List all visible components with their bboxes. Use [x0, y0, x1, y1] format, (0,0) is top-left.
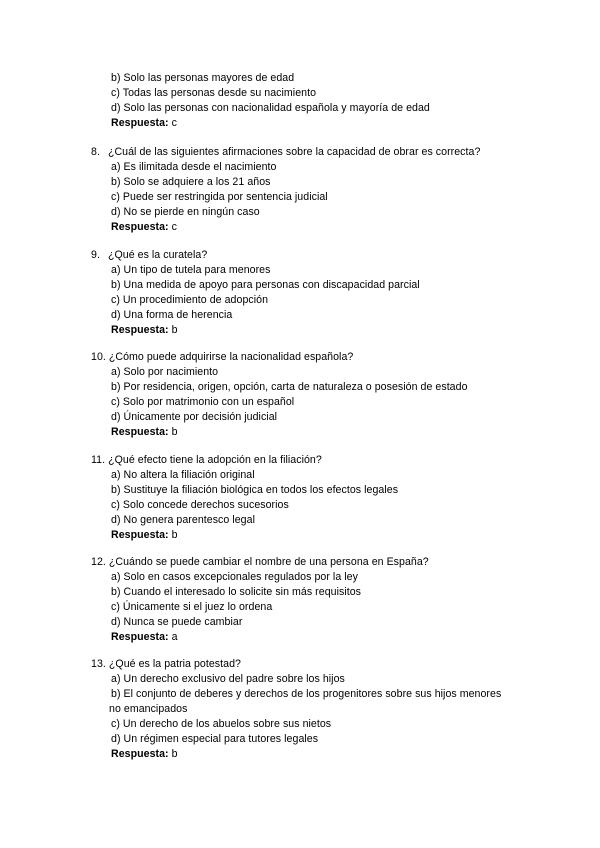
question-text: ¿Qué es la patria potestad?: [108, 658, 241, 670]
option-d: d) Nunca se puede cambiar: [111, 616, 243, 628]
option-b: b) Solo se adquiere a los 21 años: [111, 176, 271, 188]
question-number: 8.: [91, 146, 100, 158]
option-b-continuation: no emancipados: [109, 703, 188, 715]
option-c: c) Únicamente si el juez lo ordena: [111, 601, 273, 613]
question-text: ¿Cuándo se puede cambiar el nombre de una persona en España?: [108, 556, 429, 568]
answer-label: Respuesta:: [111, 426, 169, 438]
question-text: ¿Cuál de las siguientes afirmaciones sobre la capacidad de obrar es correcta?: [107, 146, 481, 158]
question-number: 9.: [91, 249, 100, 261]
option-b: b) Por residencia, origen, opción, carta de naturaleza o posesión de estado: [111, 381, 468, 393]
question-heading: [91, 555, 429, 570]
option-c: c) Todas las personas desde su nacimiento: [111, 87, 317, 99]
answer-line: [111, 425, 178, 440]
option-b: b) Sustituye la filiación biológica en todos los efectos legales: [111, 484, 399, 496]
option-d: d) Únicamente por decisión judicial: [111, 411, 278, 423]
question-text: ¿Qué es la curatela?: [107, 249, 208, 261]
answer-value: c: [171, 117, 177, 129]
answer-label: Respuesta:: [111, 117, 169, 129]
answer-value: b: [171, 324, 178, 336]
option-a: a) Solo por nacimiento: [111, 366, 219, 378]
question-heading: [91, 145, 480, 160]
option-d: d) No se pierde en ningún caso: [111, 206, 260, 218]
option-d: d) Solo las personas con nacionalidad española y mayoría de edad: [111, 102, 430, 114]
option-c: c) Un procedimiento de adopción: [111, 294, 269, 306]
option-a: a) Un derecho exclusivo del padre sobre los hijos: [111, 673, 345, 685]
question-heading: [91, 350, 353, 365]
option-b: b) El conjunto de deberes y derechos de los progenitores sobre sus hijos menores: [111, 688, 502, 700]
answer-line: [111, 630, 178, 645]
answer-line: [111, 220, 177, 235]
option-c: c) Puede ser restringida por sentencia judicial: [111, 191, 328, 203]
question-number: 13.: [91, 658, 106, 670]
question-heading: [91, 453, 322, 468]
question-number: 12.: [91, 556, 106, 568]
question-heading: [91, 248, 207, 263]
question-number: 11.: [91, 454, 106, 466]
answer-label: Respuesta:: [111, 631, 169, 643]
answer-value: b: [171, 426, 178, 438]
answer-value: b: [171, 529, 178, 541]
option-c: c) Un derecho de los abuelos sobre sus nietos: [111, 718, 332, 730]
answer-value: c: [171, 221, 177, 233]
option-c: c) Solo concede derechos sucesorios: [111, 499, 289, 511]
option-a: a) Solo en casos excepcionales regulados por la ley: [111, 571, 358, 583]
question-text: ¿Cómo puede adquirirse la nacionalidad española?: [108, 351, 354, 363]
option-b: b) Solo las personas mayores de edad: [111, 72, 295, 84]
option-b: b) Una medida de apoyo para personas con discapacidad parcial: [111, 279, 420, 291]
answer-value: b: [171, 748, 178, 760]
question-number: 10.: [91, 351, 106, 363]
answer-label: Respuesta:: [111, 529, 169, 541]
option-c: c) Solo por matrimonio con un español: [111, 396, 295, 408]
answer-label: Respuesta:: [111, 221, 169, 233]
answer-line: [111, 528, 178, 543]
answer-value: a: [171, 631, 178, 643]
option-a: a) No altera la filiación original: [111, 469, 255, 481]
option-d: d) Una forma de herencia: [111, 309, 233, 321]
option-a: a) Es ilimitada desde el nacimiento: [111, 161, 277, 173]
answer-label: Respuesta:: [111, 748, 169, 760]
option-a: a) Un tipo de tutela para menores: [111, 264, 271, 276]
option-d: d) Un régimen especial para tutores legales: [111, 733, 319, 745]
option-b: b) Cuando el interesado lo solicite sin más requisitos: [111, 586, 362, 598]
question-heading: [91, 657, 241, 672]
answer-line: [111, 323, 178, 338]
option-d: d) No genera parentesco legal: [111, 514, 255, 526]
answer-line: [111, 747, 178, 762]
answer-line: [111, 116, 177, 131]
question-text: ¿Qué efecto tiene la adopción en la filiación?: [108, 454, 322, 466]
answer-label: Respuesta:: [111, 324, 169, 336]
